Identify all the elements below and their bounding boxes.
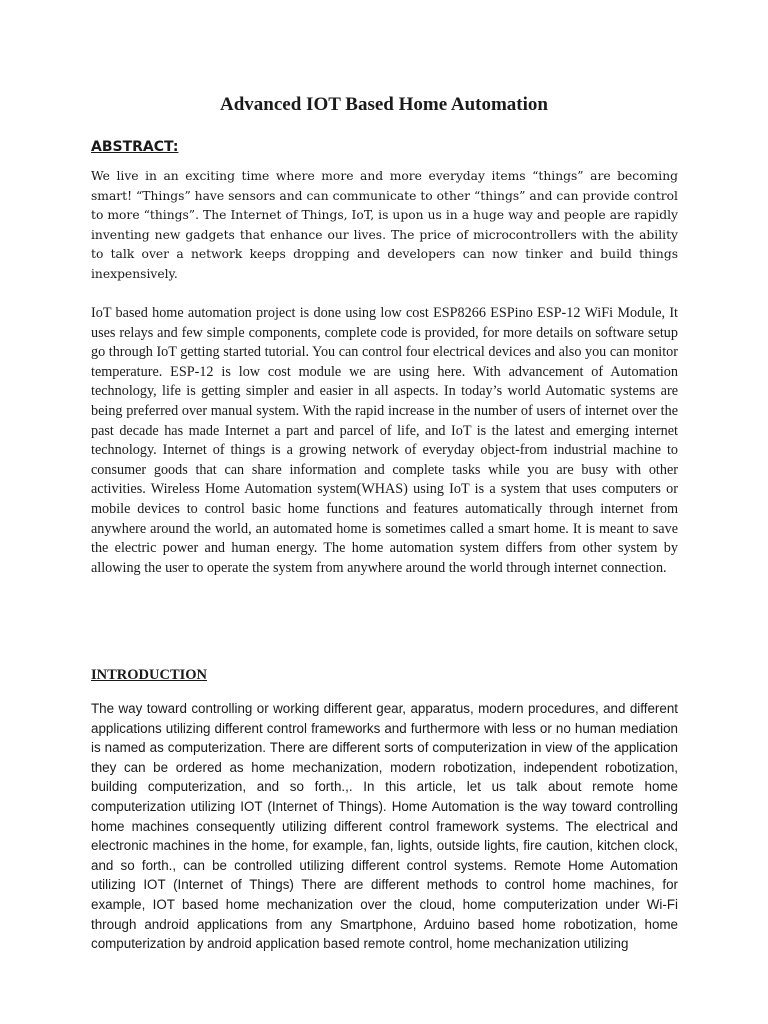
document-title: Advanced IOT Based Home Automation (220, 94, 548, 115)
abstract-paragraph-2: IoT based home automation project is done using low cost ESP8266 ESPino ESP-12 WiFi Module, It uses relays and few simple components, complete code is provided, for more details on software setup go through IoT getting started tutorial. You can control four electrical devices and also you can monitor temperature. ESP-12 is low cost module we are using here. With advancement of Automation technology, life is getting simpler and easier in all aspects. In today’s world Automatic systems are being preferred over manual system. With the rapid increase in the number of users of internet over the past decade has made Internet a part and parcel of life, and IoT is the latest and emerging internet technology. Internet of things is a growing network of everyday object-from industrial machine to consumer goods that can share information and complete tasks while you are busy with other activities. Wireless Home Automation system(WHAS) using IoT is a system that uses computers or mobile devices to control basic home functions and features automatically through internet from anywhere around the world, an automated home is sometimes called a smart home. It is meant to save the electric power and human energy. The home automation system differs from other system by allowing the user to operate the system from anywhere around the world through internet connection. (91, 305, 678, 576)
abstract-heading: ABSTRACT: (91, 139, 179, 155)
abstract-paragraph-1: We live in an exciting time where more and more everyday items “things” are becoming smart! “Things” have sensors and can communicate to other “things” and can provide control to more “things”. The Internet of Things, IoT, is upon us in a huge way and people are rapidly inventing new gadgets that enhance our lives. The price of microcontrollers with the ability to talk over a network keeps dropping and developers can now tinker and build things inexpensively. (91, 169, 678, 281)
introduction-heading: INTRODUCTION (91, 667, 208, 683)
introduction-paragraph: The way toward controlling or working different gear, apparatus, modern procedures, and different applications utilizing different control frameworks and furthermore with less or no human mediation is named as computerization. There are different sorts of computerization in view of the application they can be ordered as home mechanization, modern robotization, independent robotization, building computerization, and so forth.,. In this article, let us talk about remote home computerization utilizing IOT (Internet of Things). Home Automation is the way toward controlling home machines consequently utilizing different control framework systems. The electrical and electronic machines in the home, for example, fan, lights, outside lights, fire caution, kitchen clock, and so forth., can be controlled utilizing different control systems. Remote Home Automation utilizing IOT (Internet of Things) There are different methods to control home machines, for example, IOT based home mechanization over the cloud, home computerization under Wi-Fi through android applications from any Smartphone, Arduino based home robotization, home computerization by android application based remote control, home mechanization utilizing (91, 701, 678, 952)
